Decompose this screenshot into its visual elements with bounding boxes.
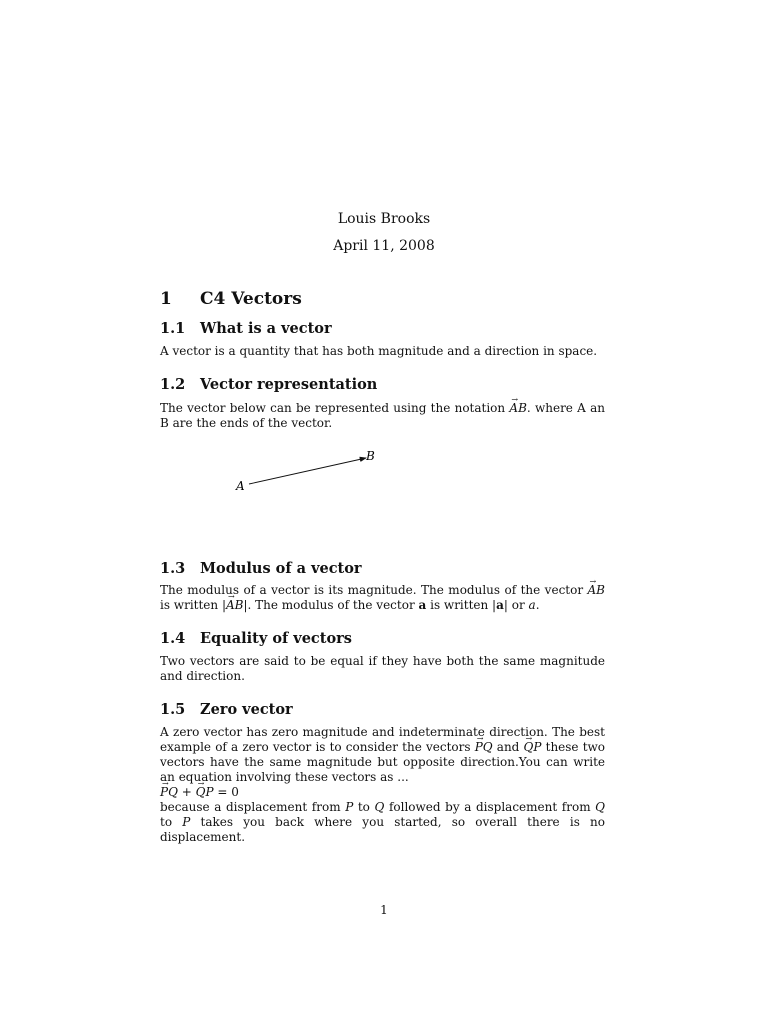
vector-notation: → QP <box>524 740 542 755</box>
text-run: A zero vector has zero magnitude and indeterminate direction. The best example of a zero vector is to consider the vectors <box>160 725 605 754</box>
subsection-heading-1-5 <box>160 701 293 718</box>
subsection-title: Equality of vectors <box>200 630 352 647</box>
text-run: . where A an B are the ends of the vector. <box>160 401 605 430</box>
subsection-heading-1-3 <box>160 560 362 577</box>
text-run: to <box>353 800 375 814</box>
italic-variable: P <box>182 815 191 829</box>
paragraph-1-1: A vector is a quantity that has both magnitude and a direction in space. <box>160 344 598 358</box>
text-run: takes you back where you started, so overall there is no displacement. <box>160 815 605 844</box>
subsection-number: 1.1 <box>160 320 186 337</box>
subsection-title: Zero vector <box>200 701 293 718</box>
subsection-number: 1.2 <box>160 376 186 393</box>
bold-vector: a <box>418 598 427 612</box>
text-run: is written | <box>426 598 497 612</box>
date: April 11, 2008 <box>333 238 435 254</box>
paragraph-1-5 <box>160 725 605 845</box>
subsection-number: 1.3 <box>160 560 186 577</box>
text-run: and <box>492 740 524 754</box>
vector-notation: → AB <box>226 598 243 613</box>
section-number: 1 <box>160 289 172 309</box>
vector-notation: → QP <box>196 785 214 800</box>
text-run: |. The modulus of the vector <box>243 598 419 612</box>
subsection-title: Modulus of a vector <box>200 560 362 577</box>
text-run: is written | <box>160 598 226 612</box>
text-run: . <box>535 598 540 612</box>
text-run: followed by a displacement from <box>384 800 596 814</box>
vector-notation: → AB <box>588 583 605 598</box>
author: Louis Brooks <box>337 211 431 227</box>
paragraph-1-3 <box>160 583 605 613</box>
text-run: The vector below can be represented using the notation <box>160 401 510 415</box>
point-label-a: A <box>236 479 245 493</box>
point-label-b: B <box>366 449 375 463</box>
subsection-heading-1-4 <box>160 630 352 647</box>
vector-notation: → AB <box>509 401 526 416</box>
text-run: | or <box>503 598 529 612</box>
text-run: because a displacement from <box>160 800 346 814</box>
subsection-title: What is a vector <box>200 320 332 337</box>
text-run: to <box>160 815 183 829</box>
section-title: C4 Vectors <box>200 289 302 309</box>
italic-variable: Q <box>374 800 385 814</box>
vector-notation: → PQ <box>160 785 178 800</box>
equation-part: = 0 <box>213 785 239 799</box>
paragraph-1-4: Two vectors are said to be equal if they have both the same magnitude and direction. <box>160 654 605 683</box>
vector-arrow <box>249 458 366 484</box>
italic-variable: a <box>528 598 536 612</box>
subsection-number: 1.4 <box>160 630 186 647</box>
italic-variable: Q <box>595 800 606 814</box>
subsection-number: 1.5 <box>160 701 186 718</box>
text-run: these two vectors have the same magnitude but opposite direction.You can write an equation involving these vectors as ... <box>160 740 606 784</box>
text-run: The modulus of a vector is its magnitude. The modulus of the vector <box>160 583 588 597</box>
vector-notation: → PQ <box>475 740 493 755</box>
subsection-title: Vector representation <box>200 376 378 393</box>
equation-part: + <box>177 785 196 799</box>
page-number: 1 <box>380 903 388 917</box>
italic-variable: P <box>345 800 354 814</box>
bold-vector: a <box>496 598 504 612</box>
